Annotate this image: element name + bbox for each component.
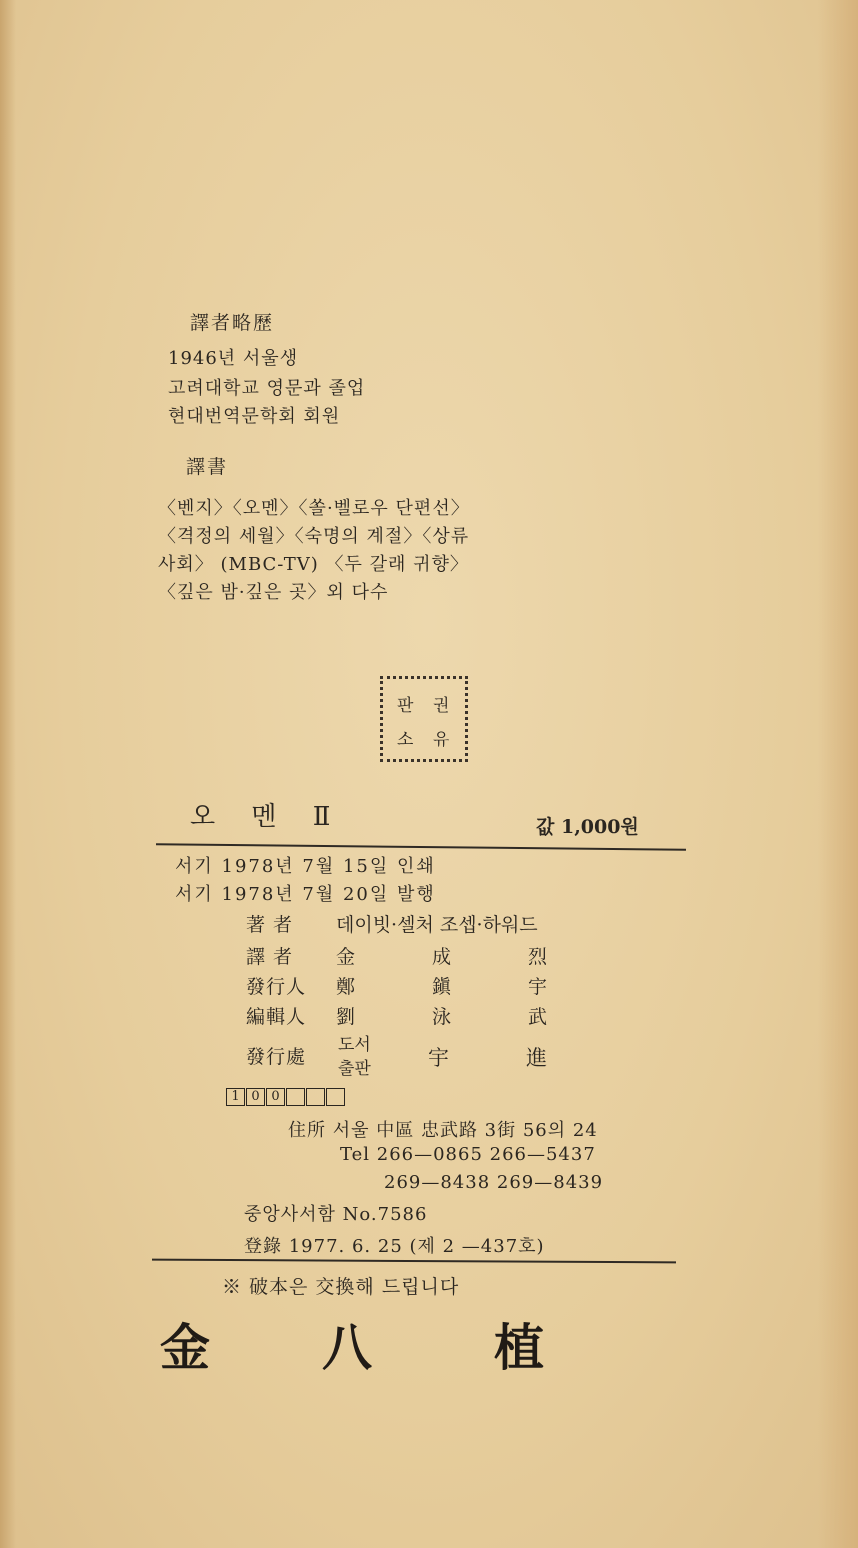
editor-name-1: 劉 xyxy=(336,1006,356,1028)
postal-code-boxes xyxy=(226,1088,346,1107)
translator-name-1: 金 xyxy=(336,946,356,968)
translation-line: 〈격정의 세월〉〈숙명의 계절〉〈상류 xyxy=(158,526,470,547)
page-edge-shadow-left xyxy=(0,0,16,1548)
book-price: 값 1,000원 xyxy=(536,816,639,838)
postal-digit: 1 xyxy=(226,1088,245,1106)
author-label: 著 者 xyxy=(246,914,294,936)
publisher-name-2: 鎭 xyxy=(432,976,452,998)
stamp-char: 권 xyxy=(433,696,450,716)
author-value: 데이빗·셀처 조셉·하워드 xyxy=(336,914,538,936)
book-title: 오 멘 Ⅱ xyxy=(190,802,345,832)
stamp-char: 판 xyxy=(397,696,414,716)
stamped-name-char: 金 xyxy=(160,1318,210,1377)
translation-line: 〈벤지〉〈오멘〉〈쏠·벨로우 단편선〉 xyxy=(158,498,470,519)
translation-line: 〈깊은 밤·깊은 곳〉외 다수 xyxy=(158,582,389,603)
translator-label: 譯 者 xyxy=(246,946,294,968)
stamp-char: 소 xyxy=(397,730,414,750)
translator-name-3: 烈 xyxy=(528,946,548,968)
divider-top xyxy=(156,843,686,851)
publishing-house-name-2: 進 xyxy=(526,1046,547,1070)
publishing-house-type-1: 도서 xyxy=(338,1035,371,1055)
print-date: 서기 1978년 7월 15일 인쇄 xyxy=(175,856,436,877)
publish-date: 서기 1978년 7월 20일 발행 xyxy=(175,884,436,905)
postal-digit xyxy=(326,1088,345,1106)
stamp-char: 유 xyxy=(433,730,450,750)
publisher-label: 發行人 xyxy=(246,976,307,998)
publishing-house-label: 發行處 xyxy=(246,1046,307,1068)
phone-line-1: Tel 266—0865 266—5437 xyxy=(340,1144,596,1165)
exchange-notice: ※ 破本은 交換해 드립니다 xyxy=(222,1276,460,1298)
publisher-name-3: 宇 xyxy=(528,976,548,998)
postal-digit xyxy=(286,1088,305,1106)
registration-line: 登錄 1977. 6. 25 (제 2 —437호) xyxy=(244,1236,545,1257)
editor-name-2: 泳 xyxy=(432,1006,452,1028)
editor-label: 編輯人 xyxy=(246,1006,307,1028)
postal-digit xyxy=(306,1088,325,1106)
publisher-name-1: 鄭 xyxy=(336,976,356,998)
phone-line-2: 269—8438 269—8439 xyxy=(384,1172,604,1193)
bio-line: 현대번역문학회 회원 xyxy=(168,406,341,427)
translator-bio-heading: 譯者略歷 xyxy=(190,312,275,334)
divider-bottom xyxy=(152,1259,676,1264)
bio-line: 고려대학교 영문과 졸업 xyxy=(168,378,366,399)
address-line: 住所 서울 中區 忠武路 3街 56의 24 xyxy=(288,1120,598,1141)
stamped-name-char: 植 xyxy=(494,1318,544,1377)
publishing-house-type-2: 출판 xyxy=(338,1059,371,1079)
translator-name-2: 成 xyxy=(432,946,452,968)
editor-name-3: 武 xyxy=(528,1006,548,1028)
bio-line: 1946년 서울생 xyxy=(168,348,299,369)
publishing-house-name-1: 宇 xyxy=(428,1046,449,1070)
po-box-line: 중앙사서함 No.7586 xyxy=(244,1204,428,1225)
stamped-name-char: 八 xyxy=(322,1318,372,1377)
copyright-stamp xyxy=(380,676,468,762)
postal-digit: 0 xyxy=(266,1088,285,1106)
postal-digit: 0 xyxy=(246,1088,265,1106)
translation-line: 사회〉 (MBC-TV) 〈두 갈래 귀향〉 xyxy=(158,554,469,575)
translations-heading: 譯書 xyxy=(186,456,229,478)
page-edge-shadow-right xyxy=(818,0,858,1548)
